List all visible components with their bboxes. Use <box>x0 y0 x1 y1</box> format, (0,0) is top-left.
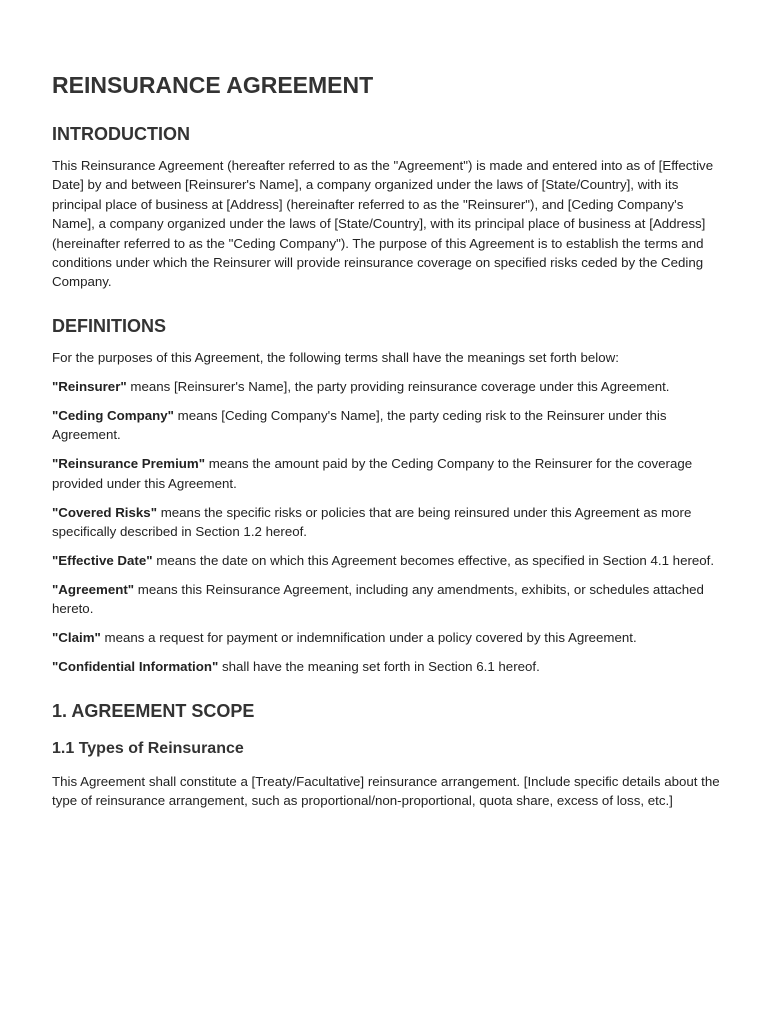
definition-covered-risks <box>52 503 722 542</box>
definition-text: means [Reinsurer's Name], the party providing reinsurance coverage under this Agreement. <box>126 378 670 394</box>
introduction-heading: INTRODUCTION <box>52 124 190 144</box>
document-page <box>52 70 722 811</box>
definition-text: means the specific risks or policies that are being reinsured under this Agreement as more specifically described in Section 1.2 hereof. <box>52 504 692 540</box>
definition-text: means [Ceding Company's Name], the party ceding risk to the Reinsurer under this Agreement. <box>52 407 667 443</box>
definition-confidential-information <box>52 657 722 676</box>
types-of-reinsurance-heading: 1.1 Types of Reinsurance <box>52 739 244 757</box>
definition-ceding-company <box>52 406 722 445</box>
document-title: REINSURANCE AGREEMENT <box>52 72 374 98</box>
introduction-paragraph: This Reinsurance Agreement (hereafter referred to as the "Agreement") is made and entered into as of [Effective Date] by and between [Reinsurer's Name], a company organized under the laws of [State/Country], with its principal place of business at [Address] (hereinafter referred to as the "Reinsurer"), and [Ceding Company's Name], a company organized under the laws of [State/Country], with its principal place of business at [Address] (hereinafter referred to as the "Ceding Company"). The purpose of this Agreement is to establish the terms and conditions under which the Reinsurer will provide reinsurance coverage on specified risks ceded by the Ceding Company. <box>52 158 714 290</box>
definition-term: "Effective Date" <box>52 553 153 569</box>
definition-term: "Covered Risks" <box>52 504 157 520</box>
definition-text: means the date on which this Agreement becomes effective, as specified in Section 4.1 hereof. <box>152 553 715 569</box>
definition-text: means a request for payment or indemnification under a policy covered by this Agreement. <box>100 630 637 646</box>
definition-term: "Reinsurer" <box>52 378 127 394</box>
definitions-heading: DEFINITIONS <box>52 315 167 336</box>
definition-term: "Confidential Information" <box>52 659 219 675</box>
definition-term: "Reinsurance Premium" <box>52 456 206 472</box>
definition-term: "Claim" <box>52 630 101 646</box>
definition-agreement <box>52 580 722 619</box>
definition-text: means this Reinsurance Agreement, including any amendments, exhibits, or schedules attached hereto. <box>52 582 704 617</box>
definition-effective-date <box>52 551 722 570</box>
definition-claim <box>52 628 722 647</box>
definition-term: "Agreement" <box>52 582 135 598</box>
types-of-reinsurance-paragraph: This Agreement shall constitute a [Treaty/Facultative] reinsurance arrangement. [Include specific details about the type of reinsurance arrangement, such as proportional/non-proportional, quota share, excess of loss, etc.] <box>52 773 720 809</box>
definition-reinsurer <box>52 377 722 396</box>
definition-text: means the amount paid by the Ceding Company to the Reinsurer for the coverage provided under this Agreement. <box>52 456 693 491</box>
definition-reinsurance-premium <box>52 454 722 493</box>
definition-term: "Ceding Company" <box>52 407 174 423</box>
definitions-intro: For the purposes of this Agreement, the following terms shall have the meanings set forth below: <box>52 349 619 365</box>
definition-text: shall have the meaning set forth in Section 6.1 hereof. <box>218 659 540 675</box>
agreement-scope-heading: 1. AGREEMENT SCOPE <box>52 700 255 721</box>
